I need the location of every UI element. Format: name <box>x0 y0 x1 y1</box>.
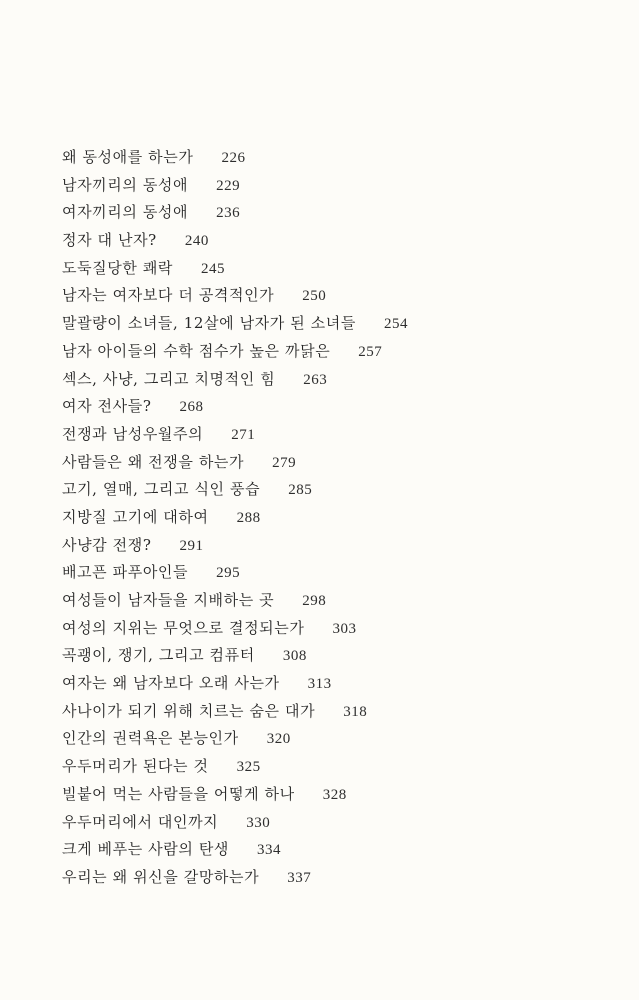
toc-entry <box>62 698 622 726</box>
toc-entry-title: 곡괭이, 쟁기, 그리고 컴퓨터 <box>62 646 255 665</box>
toc-entry <box>62 864 622 892</box>
toc-entry-title: 전쟁과 남성우월주의 <box>62 424 204 443</box>
toc-entry <box>62 587 622 615</box>
toc-entry-page: 328 <box>322 786 347 803</box>
toc-entry-title: 지방질 고기에 대하여 <box>62 507 209 526</box>
toc-entry <box>62 615 622 643</box>
toc-entry <box>62 255 622 283</box>
toc-entry <box>62 642 622 670</box>
toc-entry-title: 여성의 지위는 무엇으로 결정되는가 <box>62 618 305 637</box>
toc-entry <box>62 476 622 504</box>
toc-entry-title: 우두머리에서 대인까지 <box>62 812 219 831</box>
toc-entry-page: 288 <box>236 509 261 526</box>
toc-entry-title: 남자는 여자보다 더 공격적인가 <box>62 286 275 305</box>
toc-entry-page: 291 <box>179 537 204 554</box>
toc-entry-title: 왜 동성애를 하는가 <box>62 148 194 166</box>
toc-entry <box>62 310 622 338</box>
toc-entry-title: 남자끼리의 동성애 <box>62 175 189 194</box>
toc-entry-title: 고기, 열매, 그리고 식인 풍습 <box>62 480 261 499</box>
toc-entry-title: 우리는 왜 위신을 갈망하는가 <box>62 867 260 886</box>
toc-entry-page: 245 <box>201 260 225 277</box>
toc-entry-page: 330 <box>246 814 271 831</box>
toc-entry <box>62 559 622 587</box>
toc-entry-title: 사람들은 왜 전쟁을 하는가 <box>62 452 245 471</box>
toc-entry <box>62 532 622 560</box>
toc-entry <box>62 781 622 809</box>
toc-entry-title: 여자끼리의 동성애 <box>62 203 189 222</box>
toc-entry-title: 여자는 왜 남자보다 오래 사는가 <box>62 674 280 693</box>
toc-entry-page: 320 <box>266 731 291 748</box>
toc-entry-title: 섹스, 사냥, 그리고 치명적인 힘 <box>62 369 276 388</box>
toc-entry <box>62 172 622 200</box>
toc-entry-page: 229 <box>216 177 241 194</box>
toc-entry <box>62 421 622 449</box>
toc-entry-page: 303 <box>332 620 357 637</box>
toc-entry-title: 말괄량이 소녀들, 12살에 남자가 된 소녀들 <box>62 314 356 333</box>
toc-entry-page: 268 <box>179 399 204 416</box>
toc-entry-page: 308 <box>282 648 307 665</box>
toc-entry <box>62 836 622 864</box>
toc-entry-title: 인간의 권력욕은 본능인가 <box>62 729 239 748</box>
toc-entry-page: 271 <box>231 426 256 443</box>
toc-entry <box>62 809 622 837</box>
toc-entry-page: 313 <box>307 676 332 693</box>
toc-entry <box>62 725 622 753</box>
toc-entry-page: 334 <box>257 842 282 859</box>
toc-entry-page: 263 <box>303 371 328 388</box>
toc-entry-page: 257 <box>358 343 383 360</box>
toc-entry-page: 240 <box>184 233 209 250</box>
toc-entry-title: 빌붙어 먹는 사람들을 어떻게 하나 <box>62 784 295 803</box>
toc-entry-title: 도둑질당한 쾌락 <box>62 258 173 277</box>
toc-entry <box>62 227 622 255</box>
toc-entry <box>62 338 622 366</box>
toc-entry-page: 250 <box>302 288 327 305</box>
table-of-contents <box>62 144 622 892</box>
toc-entry-page: 285 <box>288 482 313 499</box>
toc-entry <box>62 753 622 781</box>
toc-entry-title: 정자 대 난자? <box>62 231 157 250</box>
toc-entry-title: 남자 아이들의 수학 점수가 높은 까닭은 <box>62 341 331 360</box>
toc-entry-page: 295 <box>216 565 241 582</box>
toc-entry-page: 226 <box>221 150 246 166</box>
toc-entry-title: 사나이가 되기 위해 치르는 숨은 대가 <box>62 701 316 720</box>
toc-entry <box>62 393 622 421</box>
toc-entry-page: 325 <box>236 759 261 776</box>
toc-entry <box>62 449 622 477</box>
toc-entry-page: 279 <box>272 454 297 471</box>
toc-entry-title: 사냥감 전쟁? <box>62 535 152 554</box>
toc-entry <box>62 366 622 394</box>
toc-entry-page: 318 <box>343 703 368 720</box>
toc-entry <box>62 670 622 698</box>
toc-entry-page: 337 <box>287 869 312 886</box>
toc-entry-title: 우두머리가 된다는 것 <box>62 757 209 776</box>
toc-entry-title: 여성들이 남자들을 지배하는 곳 <box>62 591 275 609</box>
toc-entry-page: 298 <box>302 593 327 609</box>
toc-entry-title: 여자 전사들? <box>62 397 152 416</box>
toc-entry <box>62 199 622 227</box>
toc-entry-title: 배고픈 파푸아인들 <box>62 563 189 582</box>
toc-entry <box>62 504 622 532</box>
toc-entry-page: 236 <box>216 205 241 222</box>
toc-entry-page: 254 <box>383 316 408 333</box>
toc-entry <box>62 282 622 310</box>
toc-entry-title: 크게 베푸는 사람의 탄생 <box>62 840 230 859</box>
toc-entry <box>62 144 622 172</box>
